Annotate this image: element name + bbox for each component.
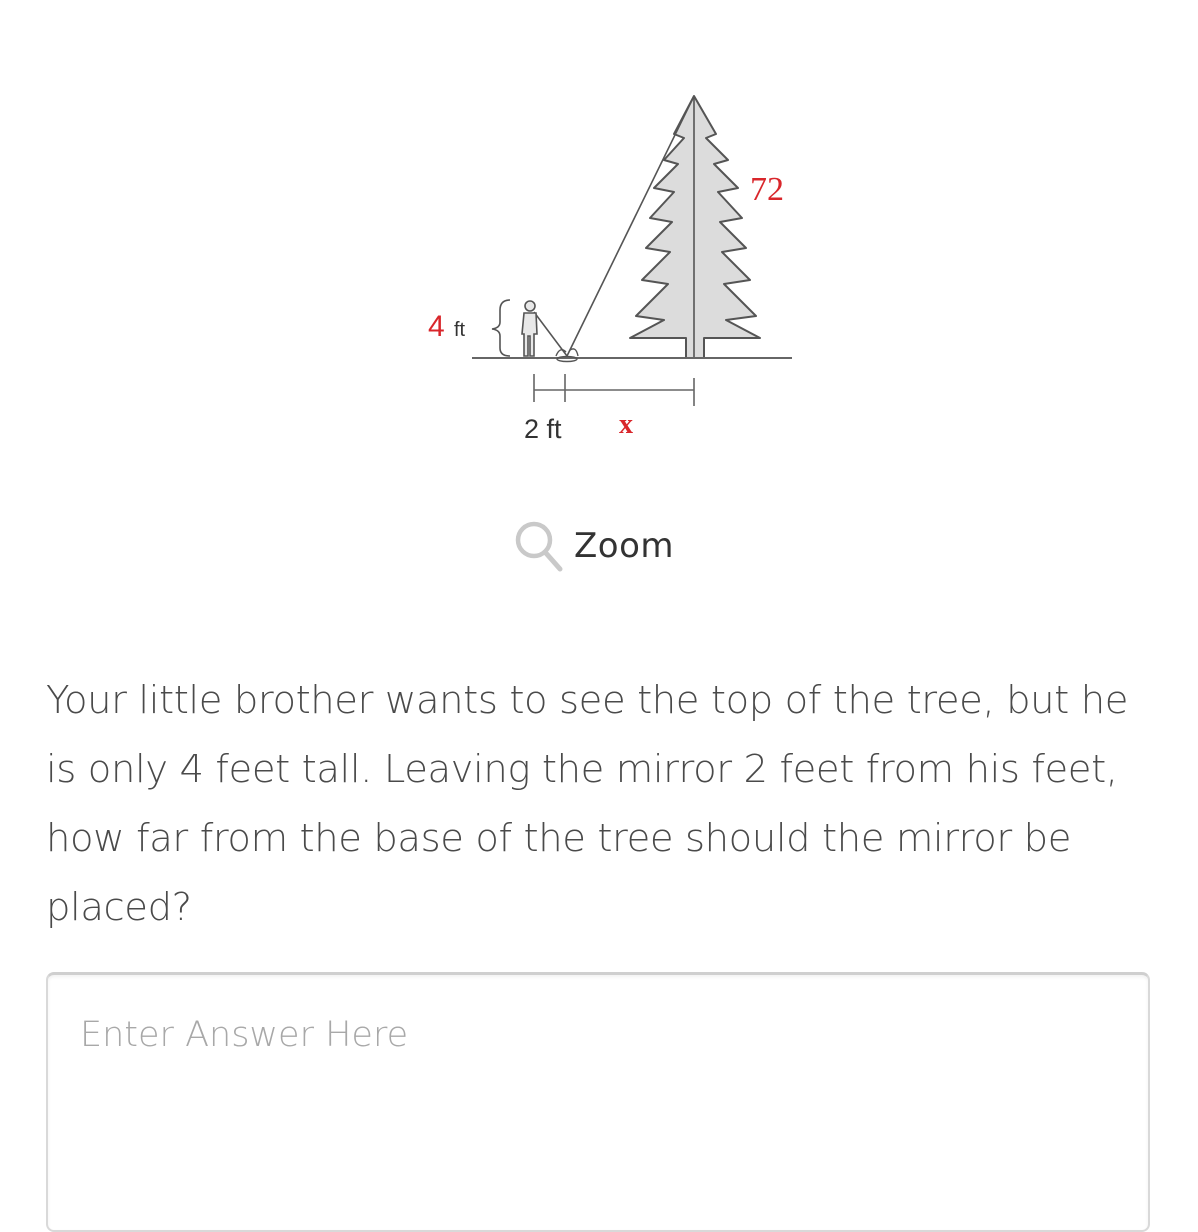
height-brace — [492, 300, 510, 356]
mirror-angle-arc — [570, 349, 578, 356]
question-text: Your little brother wants to see the top of the tree, but he is only 4 feet tall. Leaving the mirror 2 feet from his feet, how far from the base of the tree should the mirror be placed? — [46, 678, 1128, 930]
zoom-label: Zoom — [574, 526, 675, 566]
zoom-button[interactable] — [512, 516, 674, 576]
tree-mirror-diagram — [0, 0, 1198, 470]
person-height-unit: ft — [454, 319, 466, 341]
magnifier-icon — [512, 518, 564, 574]
mirror-distance-label: 2 ft — [524, 414, 562, 444]
person-figure — [522, 301, 537, 356]
tree-height-label: 72 — [750, 171, 784, 208]
person-height-number: 4 — [428, 310, 445, 343]
answer-input[interactable] — [46, 972, 1150, 1232]
tree-distance-label: x — [619, 409, 633, 440]
tree-shape — [630, 96, 760, 358]
problem-figure — [0, 0, 1198, 470]
